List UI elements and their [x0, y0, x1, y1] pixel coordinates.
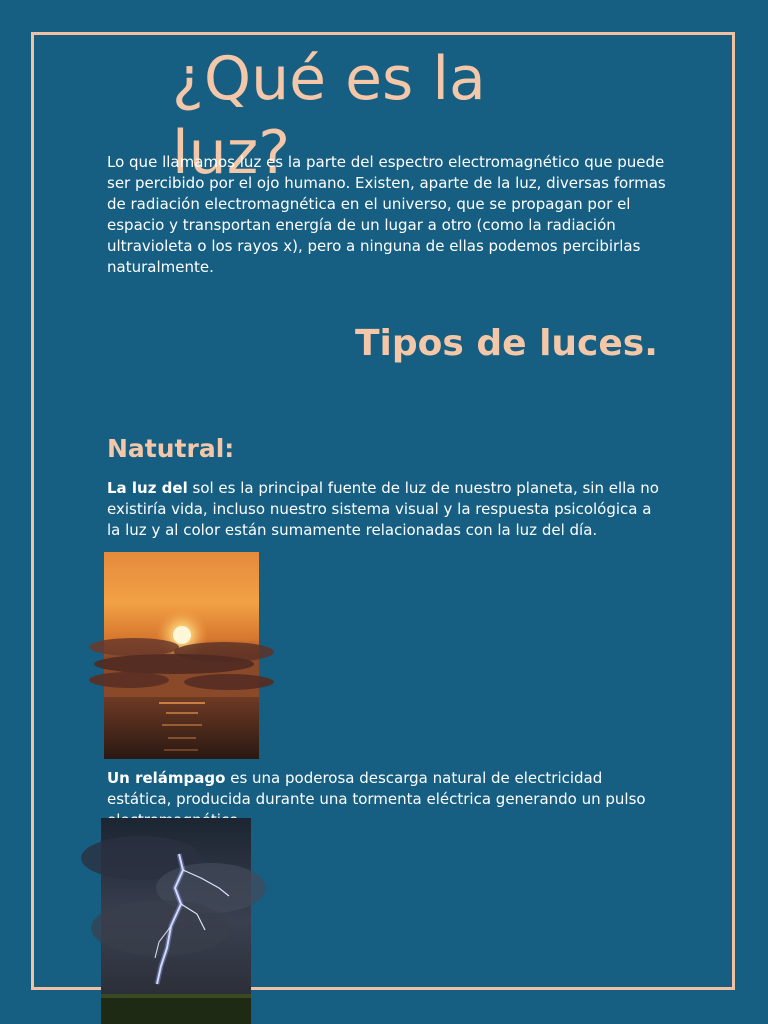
sun-paragraph	[107, 478, 667, 541]
intro-paragraph: Lo que llamamos luz es la parte del espectro electromagnético que puede ser percibido por el ojo humano. Existen, aparte de la luz, diversas formas de radiación electromagnética en el universo, que se propagan por el espacio y transportan energía de un lugar a otro (como la radiación ultravioleta o los rayos x), pero a ninguna de ellas podemos percibirlas naturalmente.	[107, 153, 666, 276]
page-title: ¿Qué es la luz?	[172, 44, 486, 188]
types-heading: Tipos de luces.	[355, 323, 658, 364]
lightning-paragraph-lead: Un relámpago	[107, 769, 226, 787]
sun-paragraph-text: sol es la principal fuente de luz de nuestro planeta, sin ella no existiría vida, incluso nuestro sistema visual y la respuesta psicológica a la luz y al color están sumamente relacionadas con la luz del día.	[107, 479, 659, 539]
lightning-paragraph-text: es una poderosa descarga natural de electricidad estática, producida durante una tormenta eléctrica generando un pulso	[107, 769, 646, 808]
natural-heading: Natutral:	[107, 434, 235, 463]
sun-paragraph-lead: La luz del	[107, 479, 188, 497]
sunset-image	[104, 552, 259, 759]
lightning-image	[101, 818, 251, 1024]
